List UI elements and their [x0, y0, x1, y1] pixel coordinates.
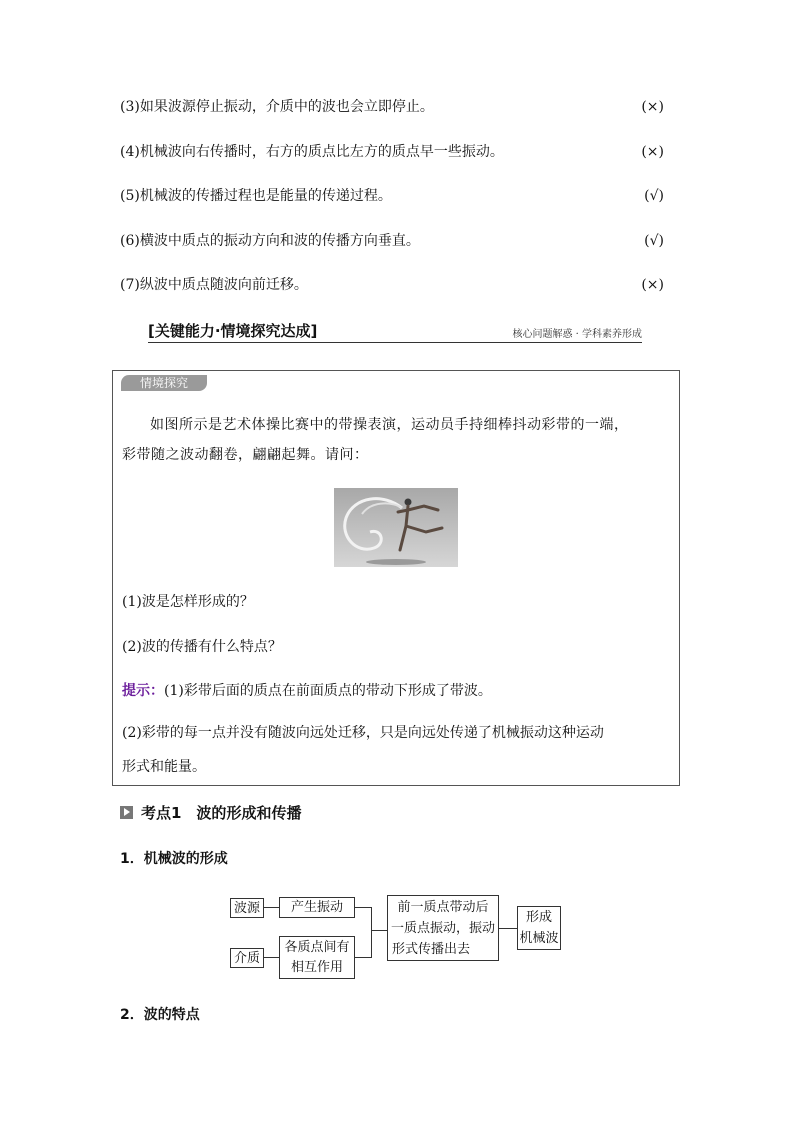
flow-box-result	[517, 906, 561, 950]
judgement-mark: (×)	[641, 277, 664, 293]
inquiry-box	[112, 370, 680, 786]
subsection-heading: 2．波的特点	[120, 1007, 200, 1023]
inquiry-intro-line: 如图所示是艺术体操比赛中的带操表演，运动员手持细棒抖动彩带的一端，	[150, 417, 629, 433]
flow-connector	[371, 930, 387, 931]
question-1: (1)波是怎样形成的？	[122, 594, 254, 610]
judgement-text: (3)如果波源停止振动，介质中的波也会立即停止。	[120, 99, 434, 115]
judgement-mark: (×)	[641, 99, 664, 115]
judgement-item	[120, 186, 664, 206]
play-arrow-icon	[120, 806, 133, 819]
gymnast-ribbon-photo	[334, 488, 458, 567]
judgement-mark: (√)	[644, 233, 664, 249]
kaodian-title: 考点1 波的形成和传播	[141, 804, 302, 822]
flow-connector	[264, 907, 279, 908]
flow-result-line: 机械波	[519, 931, 559, 946]
question-2: (2)波的传播有什么特点？	[122, 639, 282, 655]
subsection-heading: 1．机械波的形成	[120, 851, 228, 867]
judgement-mark: (×)	[641, 144, 664, 160]
hint-label: 提示：	[122, 683, 164, 699]
inquiry-intro-line: 彩带随之波动翻卷，翩翩起舞。请问：	[122, 447, 369, 463]
flow-bracket	[371, 907, 372, 958]
hint-2-line: 形式和能量。	[122, 759, 206, 775]
flow-box-source: 波源	[230, 898, 264, 918]
judgement-text: (6)横波中质点的振动方向和波的传播方向垂直。	[120, 233, 420, 249]
section-subtitle: 核心问题解惑 · 学科素养形成	[512, 329, 642, 340]
flow-process-line: 形式传播出去	[392, 942, 471, 957]
flow-process-line: 一质点振动，振动	[390, 921, 495, 936]
flow-process-line: 前一质点带动后	[397, 900, 489, 915]
section-header	[148, 320, 642, 343]
kaodian-heading	[120, 802, 301, 823]
flow-result-line: 形成	[525, 910, 552, 925]
judgement-text: (4)机械波向右传播时，右方的质点比左方的质点早一些振动。	[120, 144, 504, 160]
judgement-item	[120, 275, 664, 295]
inquiry-tag: 情境探究	[121, 375, 207, 391]
judgement-mark: (√)	[644, 188, 664, 204]
judgement-item	[120, 142, 664, 162]
flow-connector	[499, 928, 517, 929]
judgement-text: (7)纵波中质点随波向前迁移。	[120, 277, 308, 293]
flow-interaction-line: 各质点间有	[284, 940, 350, 955]
flow-box-medium: 介质	[230, 948, 264, 968]
flow-connector	[355, 907, 371, 908]
judgement-text: (5)机械波的传播过程也是能量的传递过程。	[120, 188, 392, 204]
judgement-item	[120, 97, 664, 117]
flow-box-vibration: 产生振动	[279, 897, 355, 918]
flow-box-interaction	[279, 936, 355, 979]
judgement-item	[120, 231, 664, 251]
flow-box-process	[387, 895, 499, 961]
gymnast-ribbon-image	[334, 488, 458, 567]
hint-1-line	[122, 680, 674, 702]
flow-connector	[264, 957, 279, 958]
hint-2-line: (2)彩带的每一点并没有随波向远处迁移，只是向远处传递了机械振动这种运动	[122, 725, 604, 741]
section-title: [关键能力·情境探究达成]	[148, 322, 318, 340]
flow-interaction-line: 相互作用	[290, 960, 343, 975]
hint-1-text: (1)彩带后面的质点在前面质点的带动下形成了带波。	[164, 683, 492, 699]
flow-connector	[355, 957, 371, 958]
